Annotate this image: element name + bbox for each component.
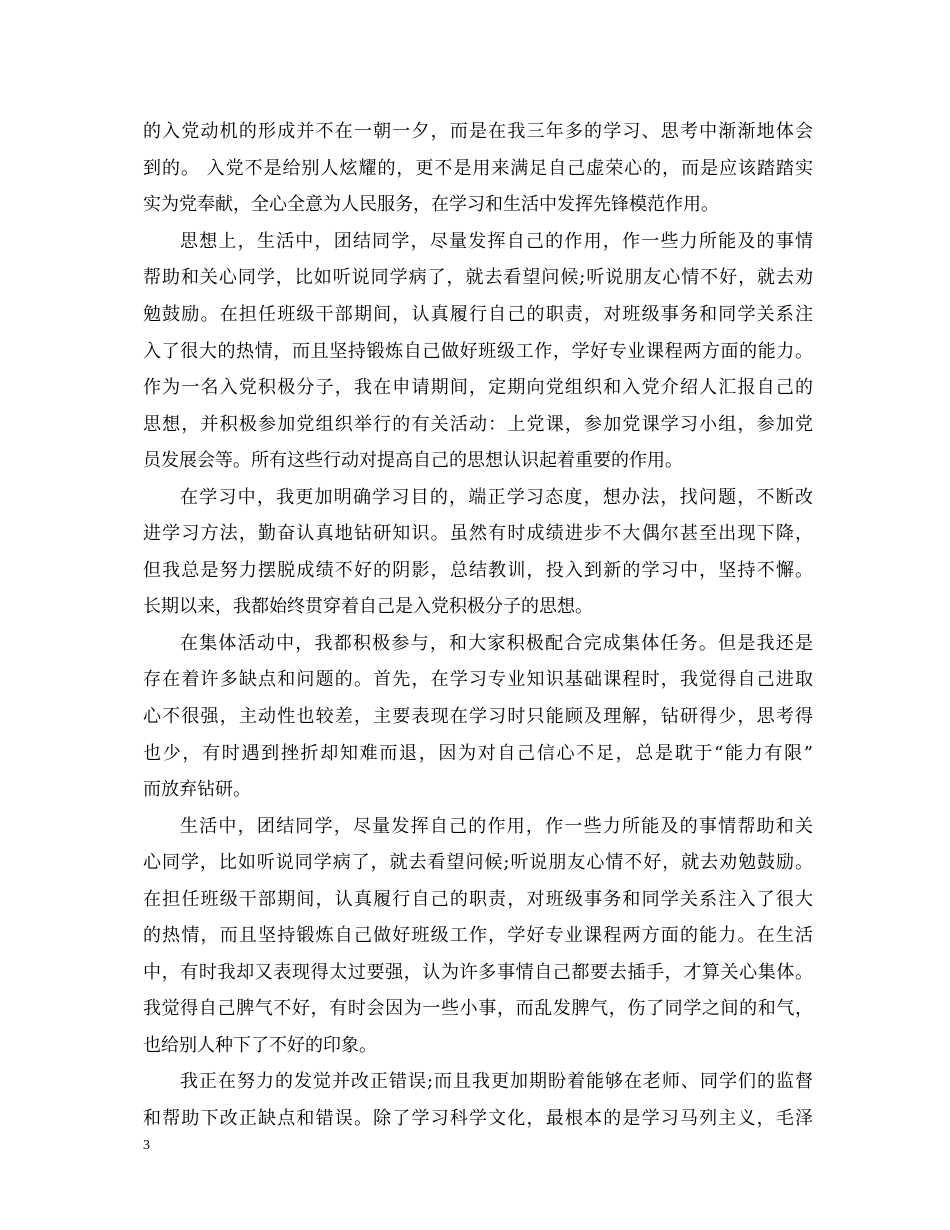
text-line: 的入党动机的形成并不在一朝一夕，而是在我三年多的学习、思考中渐渐地体会 bbox=[143, 121, 813, 142]
text-line: 心不很强，主动性也较差，主要表现在学习时只能顾及理解，钻研得少，思考得 bbox=[143, 706, 813, 727]
text-line: 思想，并积极参加党组织举行的有关活动：上党课，参加党课学习小组，参加党 bbox=[143, 414, 813, 435]
text-line: 帮助和关心同学，比如听说同学病了，就去看望问候;听说朋友心情不好，就去劝 bbox=[143, 267, 813, 288]
text-line: 存在着许多缺点和问题的。首先，在学习专业知识基础课程时，我觉得自己进取 bbox=[143, 669, 813, 690]
text-line: 勉鼓励。在担任班级干部期间，认真履行自己的职责，对班级事务和同学关系注 bbox=[143, 304, 813, 325]
paragraph-first-line: 生活中，团结同学，尽量发挥自己的作用，作一些力所能及的事情帮助和关 bbox=[180, 816, 813, 837]
text-line: 长期以来，我都始终贯穿着自己是入党积极分子的思想。 bbox=[143, 596, 593, 617]
text-line: 心同学，比如听说同学病了，就去看望问候;听说朋友心情不好，就去劝勉鼓励。 bbox=[143, 852, 813, 873]
text-line: 实为党奉献，全心全意为人民服务，在学习和生活中发挥先锋模范作用。 bbox=[143, 194, 719, 215]
text-line: 入了很大的热情，而且坚持锻炼自己做好班级工作，学好专业课程两方面的能力。 bbox=[143, 341, 813, 362]
text-line: 我觉得自己脾气不好，有时会因为一些小事，而乱发脾气，伤了同学之间的和气， bbox=[143, 998, 813, 1019]
paragraph-first-line: 我正在努力的发觉并改正错误;而且我更加期盼着能够在老师、同学们的监督 bbox=[180, 1071, 813, 1092]
text-line: 到的。 入党不是给别人炫耀的，更不是用来满足自己虚荣心的，而是应该踏踏实 bbox=[143, 158, 813, 179]
text-line: 进学习方法，勤奋认真地钻研知识。虽然有时成绩进步不大偶尔甚至出现下降， bbox=[143, 523, 813, 544]
paragraph-first-line: 思想上，生活中，团结同学，尽量发挥自己的作用，作一些力所能及的事情 bbox=[180, 231, 813, 252]
text-line: 也给别人种下了不好的印象。 bbox=[143, 1035, 377, 1056]
text-line: 在担任班级干部期间，认真履行自己的职责，对班级事务和同学关系注入了很大 bbox=[143, 889, 813, 910]
paragraph-first-line: 在集体活动中，我都积极参与，和大家积极配合完成集体任务。但是我还是 bbox=[180, 633, 813, 654]
text-line: 而放弃钻研。 bbox=[143, 779, 251, 800]
text-line: 但我总是努力摆脱成绩不好的阴影，总结教训，投入到新的学习中，坚持不懈。 bbox=[143, 560, 813, 581]
text-line: 作为一名入党积极分子，我在申请期间，定期向党组织和入党介绍人汇报自己的 bbox=[143, 377, 813, 398]
text-line: 的热情，而且坚持锻炼自己做好班级工作，学好专业课程两方面的能力。在生活 bbox=[143, 925, 813, 946]
text-line: 员发展会等。所有这些行动对提高自己的思想认识起着重要的作用。 bbox=[143, 450, 683, 471]
text-line: 中，有时我却又表现得太过要强，认为许多事情自己都要去插手，才算关心集体。 bbox=[143, 962, 813, 983]
text-line: 和帮助下改正缺点和错误。除了学习科学文化，最根本的是学习马列主义，毛泽 bbox=[143, 1108, 813, 1129]
text-line: 也少，有时遇到挫折却知难而退，因为对自己信心不足，总是耽于“能力有限” bbox=[143, 743, 813, 764]
page-number: 3 bbox=[143, 1138, 150, 1153]
paragraph-first-line: 在学习中，我更加明确学习目的，端正学习态度，想办法，找问题，不断改 bbox=[180, 487, 813, 508]
